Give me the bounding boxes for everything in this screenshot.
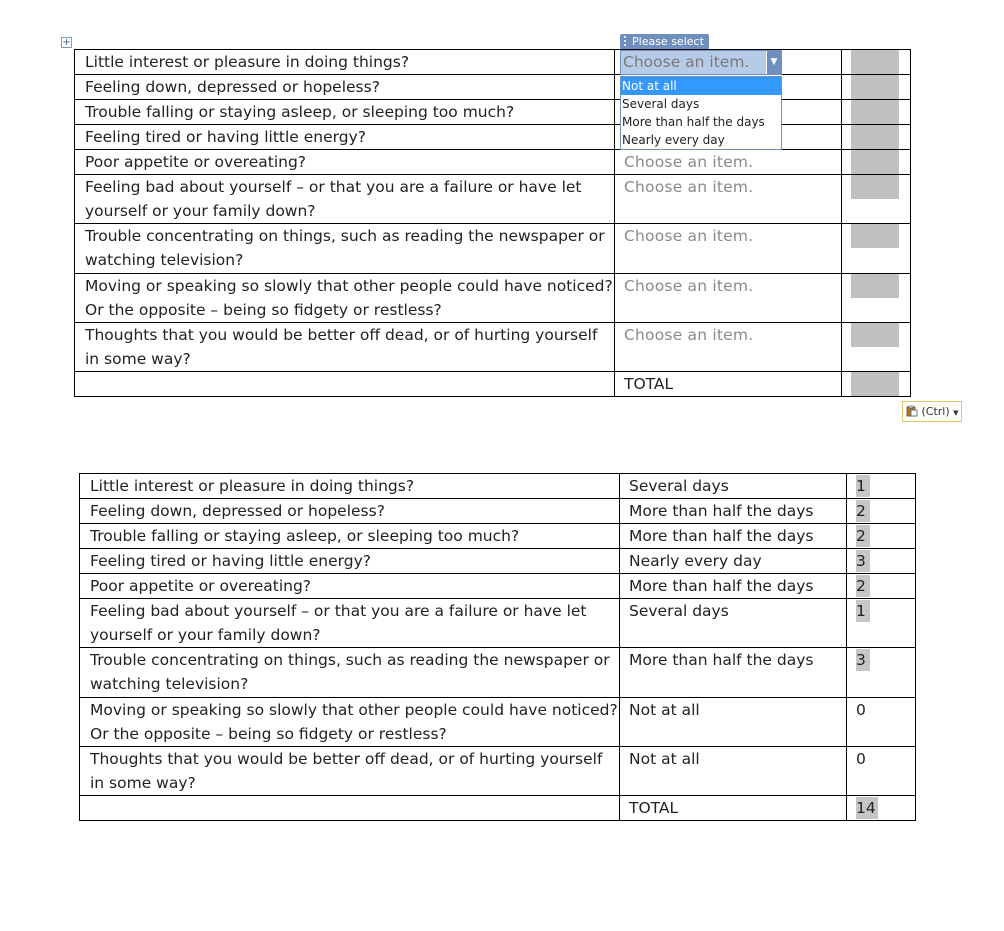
table-row xyxy=(75,175,911,224)
score-field[interactable] xyxy=(842,323,911,372)
table-row xyxy=(75,125,911,150)
question-cell: Moving or speaking so slowly that other people could have noticed? Or the opposite – being so fidgety or restless? xyxy=(75,274,615,323)
total-score-field[interactable] xyxy=(842,372,911,397)
answer-dropdown[interactable] xyxy=(615,224,842,274)
score-cell[interactable] xyxy=(847,474,916,499)
score-value: 1 xyxy=(856,600,870,622)
table-row xyxy=(80,648,916,698)
answer-placeholder: Choose an item. xyxy=(624,227,754,245)
table-row xyxy=(75,75,911,100)
score-field[interactable] xyxy=(842,50,911,75)
table-row xyxy=(80,549,916,574)
total-score-value: 14 xyxy=(856,799,876,817)
table-row xyxy=(80,524,916,549)
answer-dropdown[interactable] xyxy=(615,175,842,224)
question-cell: Little interest or pleasure in doing things? xyxy=(80,474,620,499)
score-shade xyxy=(851,125,899,149)
table-row xyxy=(80,574,916,599)
total-row xyxy=(75,372,911,397)
question-cell: Feeling tired or having little energy? xyxy=(75,125,615,150)
score-cell[interactable] xyxy=(847,499,916,524)
table-move-handle-icon[interactable]: + xyxy=(62,37,71,48)
table-row xyxy=(80,599,916,648)
score-cell[interactable] xyxy=(847,698,916,747)
score-shade xyxy=(851,100,899,124)
answer-cell[interactable]: More than half the days xyxy=(620,648,847,698)
answer-placeholder: Choose an item. xyxy=(624,277,754,295)
question-cell: Trouble concentrating on things, such as reading the newspaper or watching television? xyxy=(80,648,620,698)
score-shade xyxy=(851,50,899,74)
table-row xyxy=(80,499,916,524)
table-row xyxy=(75,100,911,125)
table-row xyxy=(75,224,911,274)
score-cell[interactable] xyxy=(847,524,916,549)
answer-dropdown[interactable] xyxy=(615,323,842,372)
clipboard-icon xyxy=(906,405,918,417)
question-cell: Feeling bad about yourself – or that you are a failure or have let yourself or your family down? xyxy=(80,599,620,648)
score-value: 3 xyxy=(856,649,870,671)
score-field[interactable] xyxy=(842,274,911,323)
answer-placeholder: Choose an item. xyxy=(624,153,754,171)
content-control-selected-text[interactable]: Choose an item. xyxy=(621,51,766,74)
dropdown-arrow-icon[interactable]: ▼ xyxy=(767,51,781,74)
completed-questionnaire-table xyxy=(79,473,916,821)
question-cell: Poor appetite or overeating? xyxy=(75,150,615,175)
score-field[interactable] xyxy=(842,224,911,274)
table-row xyxy=(75,323,911,372)
score-value: 2 xyxy=(856,525,870,547)
question-cell: Poor appetite or overeating? xyxy=(80,574,620,599)
answer-cell[interactable]: Several days xyxy=(620,474,847,499)
score-shade xyxy=(851,224,899,248)
table-row xyxy=(80,747,916,796)
score-value: 3 xyxy=(856,550,870,572)
score-shade xyxy=(851,150,899,174)
paste-options-label: (Ctrl) xyxy=(921,405,950,418)
score-field[interactable] xyxy=(842,150,911,175)
total-row xyxy=(80,796,916,821)
score-value: 1 xyxy=(856,475,870,497)
answer-placeholder: Choose an item. xyxy=(624,326,754,344)
drag-grip-icon[interactable] xyxy=(624,36,628,46)
answer-cell[interactable]: More than half the days xyxy=(620,574,847,599)
table-row xyxy=(75,50,911,75)
dropdown-option[interactable]: Nearly every day xyxy=(622,133,725,147)
score-shade xyxy=(851,323,899,347)
question-cell: Feeling down, depressed or hopeless? xyxy=(80,499,620,524)
score-field[interactable] xyxy=(842,125,911,150)
score-value: 0 xyxy=(856,701,866,719)
empty-cell xyxy=(80,796,620,821)
question-cell: Thoughts that you would be better off dead, or of hurting yourself in some way? xyxy=(80,747,620,796)
question-cell: Feeling down, depressed or hopeless? xyxy=(75,75,615,100)
question-cell: Feeling tired or having little energy? xyxy=(80,549,620,574)
paste-options-button[interactable] xyxy=(902,401,962,422)
answer-dropdown[interactable] xyxy=(615,274,842,323)
table-row xyxy=(75,274,911,323)
score-field[interactable] xyxy=(842,175,911,224)
questionnaire-form-table xyxy=(74,49,911,397)
chevron-down-icon: ▼ xyxy=(953,409,959,417)
table-row xyxy=(80,698,916,747)
dropdown-option[interactable]: More than half the days xyxy=(622,115,765,129)
empty-cell xyxy=(75,372,615,397)
score-cell[interactable] xyxy=(847,574,916,599)
score-field[interactable] xyxy=(842,75,911,100)
score-shade xyxy=(851,372,899,396)
question-cell: Moving or speaking so slowly that other people could have noticed? Or the opposite – being so fidgety or restless? xyxy=(80,698,620,747)
total-score-cell[interactable] xyxy=(847,796,916,821)
score-cell[interactable] xyxy=(847,648,916,698)
question-cell: Trouble falling or staying asleep, or sleeping too much? xyxy=(75,100,615,125)
table-row xyxy=(80,474,916,499)
answer-placeholder: Choose an item. xyxy=(624,178,754,196)
score-value: 2 xyxy=(856,575,870,597)
dropdown-list[interactable] xyxy=(620,76,782,150)
score-field[interactable] xyxy=(842,100,911,125)
answer-cell[interactable]: More than half the days xyxy=(620,499,847,524)
total-label: TOTAL xyxy=(615,372,842,397)
answer-cell[interactable]: Not at all xyxy=(620,747,847,796)
answer-cell[interactable]: Not at all xyxy=(620,698,847,747)
question-cell: Feeling bad about yourself – or that you are a failure or have let yourself or your family down? xyxy=(75,175,615,224)
question-cell: Trouble concentrating on things, such as reading the newspaper or watching television? xyxy=(75,224,615,274)
score-cell[interactable] xyxy=(847,747,916,796)
total-label: TOTAL xyxy=(620,796,847,821)
score-cell[interactable] xyxy=(847,599,916,648)
score-shade xyxy=(851,175,899,199)
answer-cell[interactable]: Nearly every day xyxy=(620,549,847,574)
content-control-tag-label: Please select xyxy=(632,35,704,48)
question-cell: Trouble falling or staying asleep, or sleeping too much? xyxy=(80,524,620,549)
dropdown-option[interactable]: Not at all xyxy=(621,77,781,95)
question-cell: Little interest or pleasure in doing things? xyxy=(75,50,615,75)
answer-cell[interactable]: Several days xyxy=(620,599,847,648)
answer-dropdown[interactable] xyxy=(615,150,842,175)
table-row xyxy=(75,150,911,175)
dropdown-option[interactable]: Several days xyxy=(622,97,700,111)
score-shade xyxy=(851,75,899,99)
score-cell[interactable] xyxy=(847,549,916,574)
content-control-tag[interactable] xyxy=(620,34,709,49)
answer-cell[interactable]: More than half the days xyxy=(620,524,847,549)
score-value: 0 xyxy=(856,750,866,768)
score-shade xyxy=(851,274,899,298)
question-cell: Thoughts that you would be better off dead, or of hurting yourself in some way? xyxy=(75,323,615,372)
score-value: 2 xyxy=(856,500,870,522)
